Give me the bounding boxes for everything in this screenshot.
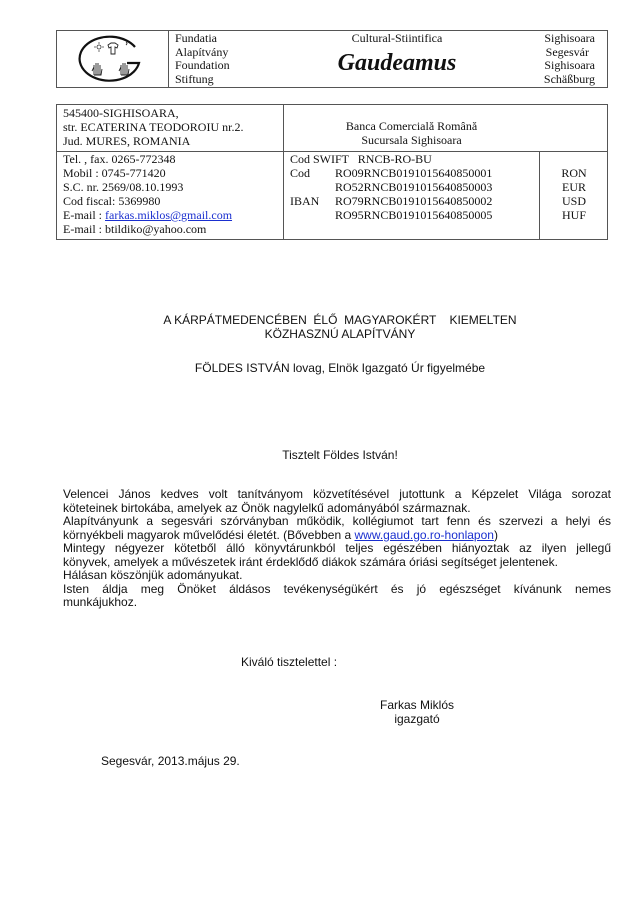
email-label: E-mail : [63,208,105,222]
bank-line: Banca Comercială Română [345,119,478,133]
header-org-name: Gaudeamus [337,49,457,76]
cod-label: Cod [290,166,311,180]
header-name-block [297,32,497,78]
header-subtitle: Cultural-Stiintifica [351,31,443,45]
header-cities [544,32,595,86]
letterhead [56,30,608,88]
body-line: Hálásan köszönjük adományukat. [63,568,243,582]
attention-line: FÖLDES ISTVÁN lovag, Elnök Igazgató Úr figyelmébe [194,361,486,375]
body-line: Isten áldja meg Önöket áldásos tevékenységükért és jó egészséget kívánunk nemes [63,581,611,596]
currency: EUR [562,180,586,194]
header-city-4: Schäßburg [543,71,595,86]
registration-number: S.C. nr. 2569/08.10.1993 [63,180,184,194]
salutation: Tisztelt Földes István! [282,448,398,462]
signature-block [380,699,454,726]
currency: HUF [561,208,586,222]
gaudeamus-logo-icon [77,33,147,85]
header-languages [175,32,230,86]
letter-body [63,488,611,610]
bank-name [284,119,539,147]
body-line: Velencei János kedves volt tanítványom közvetítésével jutottunk a Képzelet Világa sorozat [63,487,611,501]
contact-bank-table [56,104,608,240]
body-line: köteteinek birtokába, amelyek az Önök nagylelkű adományából származnak. [63,500,471,515]
iban-usd: RO79RNCB0191015640850002 [335,194,493,208]
website-link[interactable]: www.gaud.go.ro-honlapon [354,527,494,542]
address [63,106,243,148]
iban-eur: RO52RNCB0191015640850003 [335,180,493,194]
currency: RON [561,166,587,180]
currencies [540,166,608,222]
iban-row [290,180,492,194]
contact-info [63,152,232,236]
logo-cell [57,31,169,87]
iban-huf: RO95RNCB0191015640850005 [335,208,493,222]
body-line [63,529,611,543]
closing: Kiváló tisztelettel : [241,655,338,669]
mobile: Mobil : 0745-771420 [63,166,166,180]
recipient-org-line: A KÁRPÁTMEDENCÉBEN ÉLŐ MAGYAROKÉRT KIEMELTEN [163,313,517,327]
phone-fax: Tel. , fax. 0265-772348 [63,152,176,166]
fiscal-code: Cod fiscal: 5369980 [63,194,161,208]
body-line: könyvek, amelyek a művészetek iránt érdeklődő diákok számára óriási segítséget jelentenek. [63,554,558,569]
header-stiftung: Stiftung [175,71,214,86]
iban-row [290,194,492,208]
body-text: környékbeli magyarok művelődési életét. (Bővebben a [63,527,355,542]
email-1 [63,208,232,222]
iban-ron: RO09RNCB0191015640850001 [335,166,493,180]
address-line: Jud. MURES, ROMANIA [63,134,191,148]
iban-row [290,208,492,222]
signer-title: igazgató [394,711,440,726]
body-line: Mintegy négyezer kötetből álló könyvtárunkból teljes egészében hiányoztak az ilyen jellegű [63,541,611,555]
iban-label: IBAN [290,194,320,208]
body-line: Alapítványunk a segesvári szórványban működik, kollégiumot tart fenn és szervezi a helyi és [63,514,611,528]
signer-name: Farkas Miklós [380,698,455,712]
bank-codes [290,152,492,222]
bank-branch: Sucursala Sighisoara [361,133,462,147]
body-text: ) [493,527,498,542]
header-foundation: Foundation [175,58,230,72]
address-line: str. ECATERINA TEODOROIU nr.2. [63,120,244,134]
header-city-1: Sighisoara [544,31,595,45]
recipient-org-line: KÖZHASZNÚ ALAPÍTVÁNY [264,326,416,341]
header-city-3: Sighisoara [544,58,595,72]
swift-code: Cod SWIFT RNCB-RO-BU [290,152,432,166]
recipient-organization [90,314,590,341]
body-line: munkájukhoz. [63,595,138,609]
header-city-2: Segesvár [545,44,589,59]
iban-row [290,166,492,180]
email-link[interactable]: farkas.miklos@gmail.com [105,208,233,222]
currency: USD [561,194,586,208]
header-alapitvany: Alapítvány [175,44,229,59]
address-line: 545400-SIGHISOARA, [63,106,179,120]
date-line: Segesvár, 2013.május 29. [101,754,240,768]
header-fundatia: Fundatia [175,31,217,45]
email-2: E-mail : btildiko@yahoo.com [63,222,207,236]
